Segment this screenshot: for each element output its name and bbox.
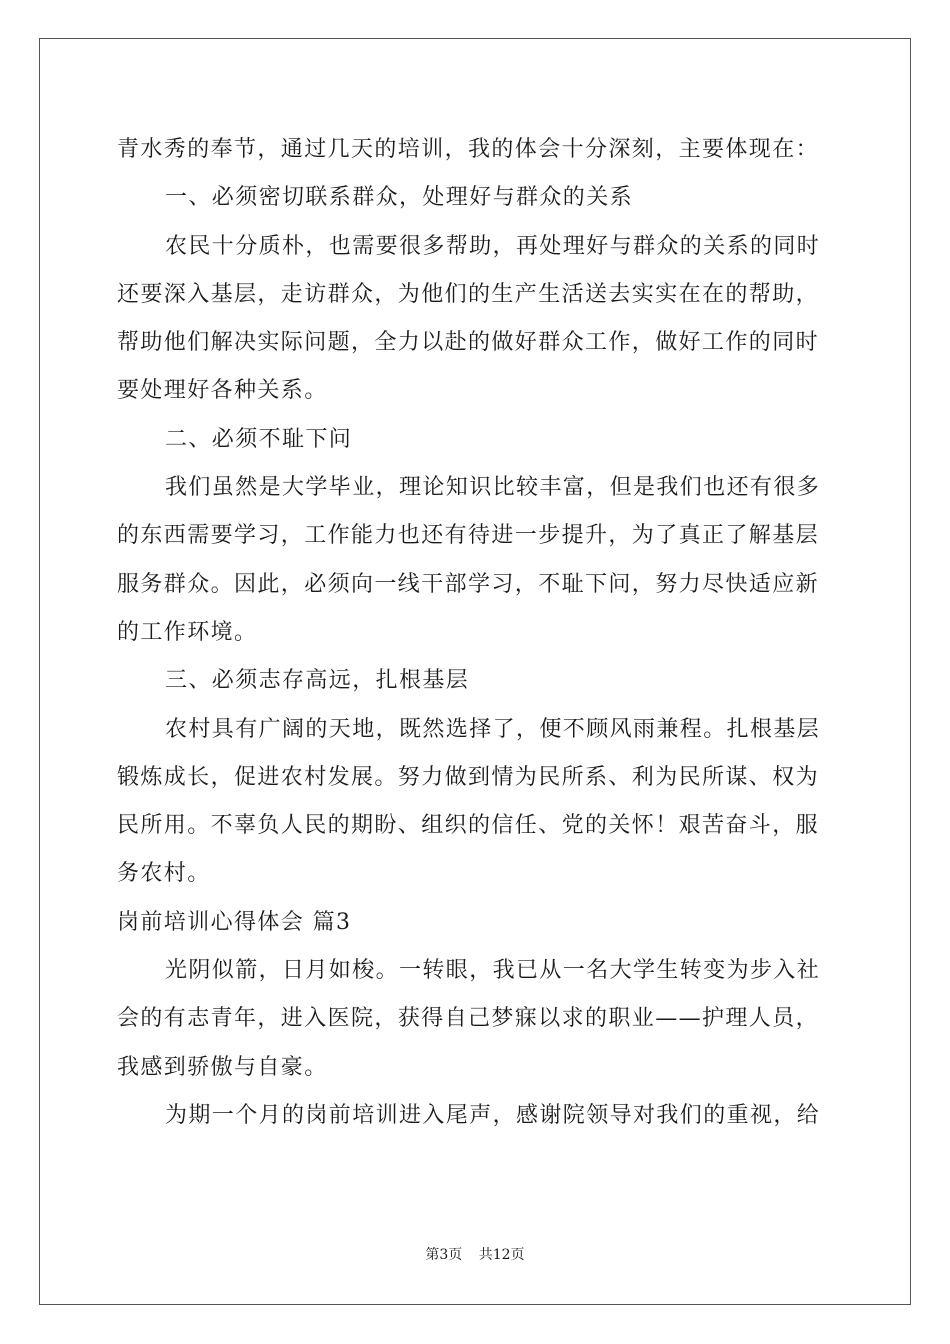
text-line: 农民十分质朴，也需要很多帮助，再处理好与群众的关系的同时 xyxy=(165,233,821,259)
page-footer xyxy=(0,1244,950,1264)
text-line: 要处理好各种关系。 xyxy=(117,378,328,404)
section-heading: 一、必须密切联系群众，处理好与群众的关系 xyxy=(165,185,634,211)
article-title: 岗前培训心得体会 篇3 xyxy=(117,909,352,935)
page-total: 共12页 xyxy=(478,1247,525,1263)
text-line: 服务群众。因此，必须向一线干部学习，不耻下问，努力尽快适应新 xyxy=(117,571,820,597)
text-line: 的东西需要学习，工作能力也还有待进一步提升，为了真正了解基层 xyxy=(117,523,820,549)
text-line: 光阴似箭，日月如梭。一转眼，我已从一名大学生转变为步入社 xyxy=(165,958,821,984)
text-line: 的工作环境。 xyxy=(117,619,258,645)
text-line: 民所用。不辜负人民的期盼、组织的信任、党的关怀！艰苦奋斗，服 xyxy=(117,813,820,839)
text-line: 还要深入基层，走访群众，为他们的生产生活送去实实在在的帮助， xyxy=(117,281,820,307)
text-line: 会的有志青年，进入医院，获得自己梦寐以求的职业——护理人员， xyxy=(117,1006,820,1032)
text-line: 我们虽然是大学毕业，理论知识比较丰富，但是我们也还有很多 xyxy=(165,475,821,501)
section-heading: 二、必须不耻下问 xyxy=(165,426,353,452)
text-line: 农村具有广阔的天地，既然选择了，便不顾风雨兼程。扎根基层 xyxy=(165,716,821,742)
text-line: 青水秀的奉节，通过几天的培训，我的体会十分深刻，主要体现在： xyxy=(117,137,820,162)
page-number: 第3页 xyxy=(425,1247,463,1263)
text-line: 锻炼成长，促进农村发展。努力做到情为民所系、利为民所谋、权为 xyxy=(117,764,820,790)
text-line: 我感到骄傲与自豪。 xyxy=(117,1054,328,1080)
document-body xyxy=(117,126,837,1140)
text-line: 帮助他们解决实际问题，全力以赴的做好群众工作，做好工作的同时 xyxy=(117,330,820,356)
section-heading: 三、必须志存高远，扎根基层 xyxy=(165,668,470,694)
text-line: 为期一个月的岗前培训进入尾声，感谢院领导对我们的重视，给 xyxy=(165,1102,821,1128)
text-line: 务农村。 xyxy=(117,861,211,887)
